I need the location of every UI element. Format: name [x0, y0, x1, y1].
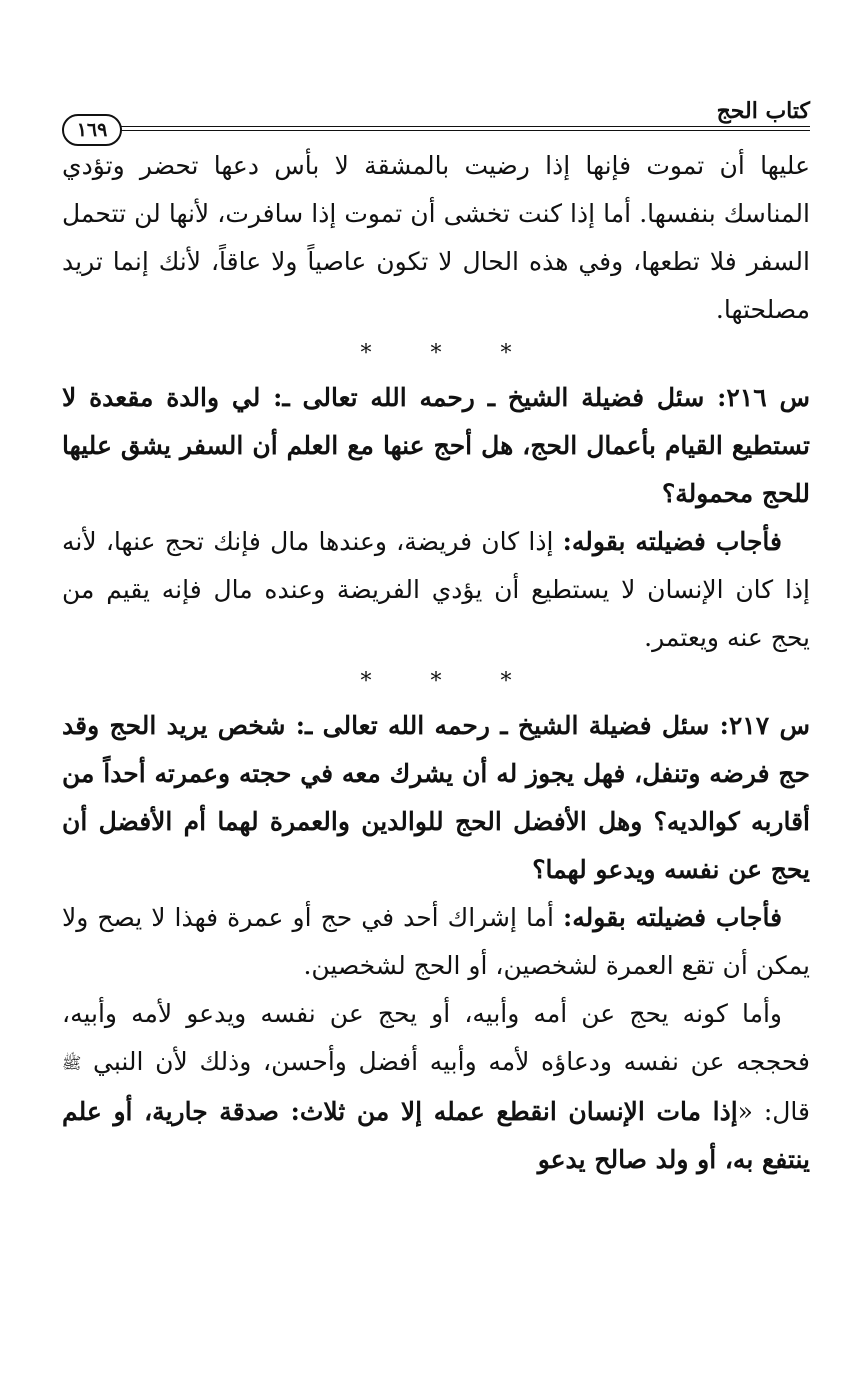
answer-217: [62, 894, 810, 990]
answer-217-continued-text: وأما كونه يحج عن أمه وأبيه، أو يحج عن نفسه ويدعو لأمه وأبيه، فحججه عن نفسه ودعاؤه لأمه وأبيه أفضل وأحسن، وذلك لأن النبي: [62, 999, 810, 1076]
section-separator-2: * * *: [360, 669, 538, 694]
answer-216: [62, 518, 810, 662]
section-separator: * * *: [360, 341, 538, 366]
answer-216-text: إذا كان فريضة، وعندها مال فإنك تحج عنها، لأنه إذا كان الإنسان لا يستطيع أن يؤدي الفريضة وعنده مال فإنه يقيم من يحج عنه ويعتمر.: [62, 527, 810, 652]
answer-217-continued: [62, 990, 810, 1184]
question-217: [62, 702, 810, 894]
answer-217-quote-intro: قال: «: [737, 1096, 810, 1126]
answer-217-text: أما إشراك أحد في حج أو عمرة فهذا لا يصح ولا يمكن أن تقع العمرة لشخصين، أو الحج لشخصين.: [62, 903, 810, 980]
answer-217-lead: فأجاب فضيلته بقوله:: [563, 903, 783, 932]
chapter-title: كتاب الحج: [716, 98, 810, 124]
question-216-label: س ٢١٦:: [717, 383, 810, 412]
question-216-text: سئل فضيلة الشيخ ـ رحمه الله تعالى ـ: لي والدة مقعدة لا تستطيع القيام بأعمال الحج، هل أحج عنها مع العلم أن السفر يشق عليها للحج محمولة؟: [62, 383, 810, 508]
answer-216-lead: فأجاب فضيلته بقوله:: [562, 527, 783, 556]
hadith-quote: إذا مات الإنسان انقطع عمله إلا من ثلاث: صدقة جارية، أو علم ينتفع به، أو ولد صالح يدعو: [62, 1096, 810, 1174]
header-rule: [114, 126, 810, 131]
document-page: [62, 96, 810, 1184]
page-number: ١٦٩: [62, 114, 122, 146]
honorific-glyph: ﷺ: [62, 1053, 82, 1073]
continuation-paragraph: عليها أن تموت فإنها إذا رضيت بالمشقة لا بأس دعها تحضر وتؤدي المناسك بنفسها. أما إذا كنت تخشى أن تموت إذا سافرت، لأنها لن تتحمل السفر فلا تطعها، وفي هذه الحال لا تكون عاصياً ولا عاقاً، لأنك إنما تريد مصلحتها.: [62, 151, 810, 324]
question-217-text: سئل فضيلة الشيخ ـ رحمه الله تعالى ـ: شخص يريد الحج وقد حج فرضه وتنفل، فهل يجوز له أن يشرك معه في حجته وعمرته أحداً من أقاربه كوالديه؟ وهل الأفضل الحج للوالدين والعمرة لهما أم الأفضل أن يحج عن نفسه ويدعو لهما؟: [62, 711, 810, 884]
question-217-label: س ٢١٧:: [719, 711, 810, 740]
page-header: [62, 96, 810, 142]
question-216: [62, 374, 810, 518]
